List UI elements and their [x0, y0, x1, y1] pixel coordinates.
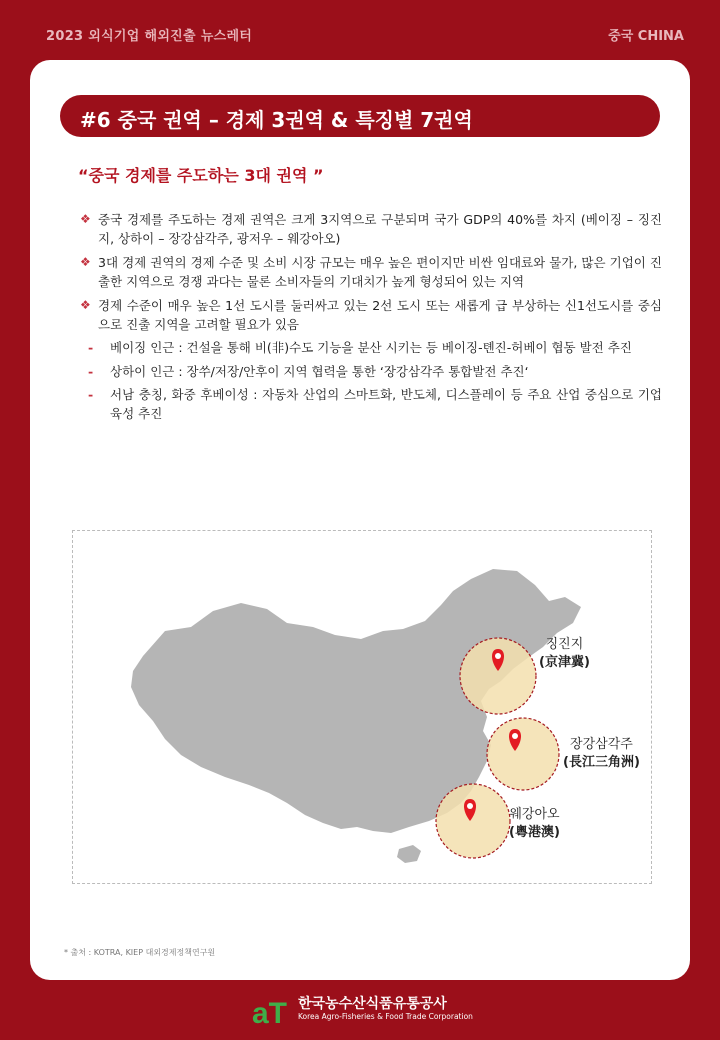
- china-map: [73, 531, 651, 883]
- dash-text: 서남 충칭, 화중 후베이성 : 자동차 산업의 스마트화, 반도체, 디스플레이 등 주요 산업 중심으로 기업 육성 추진: [110, 387, 662, 422]
- dash-item: [80, 362, 662, 381]
- diamond-bullet-icon: ❖: [80, 297, 91, 312]
- dash-text: 베이징 인근 : 건설을 통해 비(非)수도 기능을 분산 시키는 등 베이징-톈진-허베이 협동 발전 추진: [110, 340, 632, 356]
- content-card: [30, 60, 690, 980]
- region-hanja: (京津冀): [539, 654, 590, 670]
- dash-marker: -: [88, 340, 94, 356]
- diamond-bullet-icon: ❖: [80, 254, 91, 269]
- region-label-jingjinji: [539, 636, 590, 671]
- dash-item: [80, 338, 662, 357]
- region-name: 장강삼각주: [570, 737, 633, 752]
- china-map-figure: [72, 530, 652, 884]
- section-title: #6 중국 권역 – 경제 3권역 & 특징별 7권역: [80, 108, 473, 132]
- country-label: 중국 CHINA: [608, 29, 684, 44]
- at-logo-icon: [252, 993, 294, 1027]
- bullet-text: 경제 수준이 매우 높은 1선 도시를 둘러싸고 있는 2선 도시 또는 새롭게 급 부상하는 신1선도시를 중심으로 진출 지역을 고려할 필요가 있음: [98, 297, 662, 332]
- body-text: [80, 210, 662, 428]
- region-label-gba: [509, 806, 560, 841]
- bullet-text: 중국 경제를 주도하는 경제 권역은 크게 3지역으로 구분되며 국가 GDP의 40%를 차지 (베이징 – 징진지, 상하이 – 장강삼각주, 광저우 – 웨강아오): [98, 212, 662, 247]
- section-title-bar: [60, 95, 660, 137]
- quote-heading: “중국 경제를 주도하는 3대 권역 ”: [78, 166, 324, 185]
- region-label-yangtze-delta: [563, 736, 640, 771]
- dash-item: [80, 385, 662, 424]
- svg-text:aT: aT: [252, 997, 288, 1027]
- at-logo: [252, 993, 472, 1029]
- logo-english-name: Korea Agro-Fisheries & Food Trade Corporation: [298, 1012, 473, 1021]
- bullet-item: [80, 296, 662, 335]
- dash-text: 상하이 인근 : 장쑤/저장/안후이 지역 협력을 통한 ‘장강삼각주 통합발전 추진‘: [110, 363, 529, 379]
- diamond-bullet-icon: ❖: [80, 212, 91, 226]
- hainan-island: [397, 845, 421, 863]
- bullet-item: [80, 210, 662, 249]
- yangtze-delta-circle: [487, 718, 559, 790]
- region-hanja: (粵港澳): [509, 824, 560, 840]
- source-note: * 출처 : KOTRA, KIEP 대외경제정책연구원: [64, 948, 216, 957]
- region-name: 징진지: [545, 637, 584, 652]
- logo-korean-name: 한국농수산식품유통공사: [298, 996, 447, 1012]
- bullet-item: [80, 253, 662, 292]
- region-name: 웨강아오: [509, 807, 560, 822]
- dash-marker: -: [88, 363, 94, 379]
- region-hanja: (長江三角洲): [563, 754, 640, 770]
- bullet-text: 3대 경제 권역의 경제 수준 및 소비 시장 규모는 매우 높은 편이지만 비싼 임대료와 물가, 많은 기업이 진출한 지역으로 경쟁 과다는 물론 소비자들의 기대치가 높게 형성되어 있는 지역: [98, 254, 662, 290]
- newsletter-title: 2023 외식기업 해외진출 뉴스레터: [46, 29, 253, 44]
- gba-circle: [436, 784, 510, 858]
- dash-marker: -: [88, 387, 94, 402]
